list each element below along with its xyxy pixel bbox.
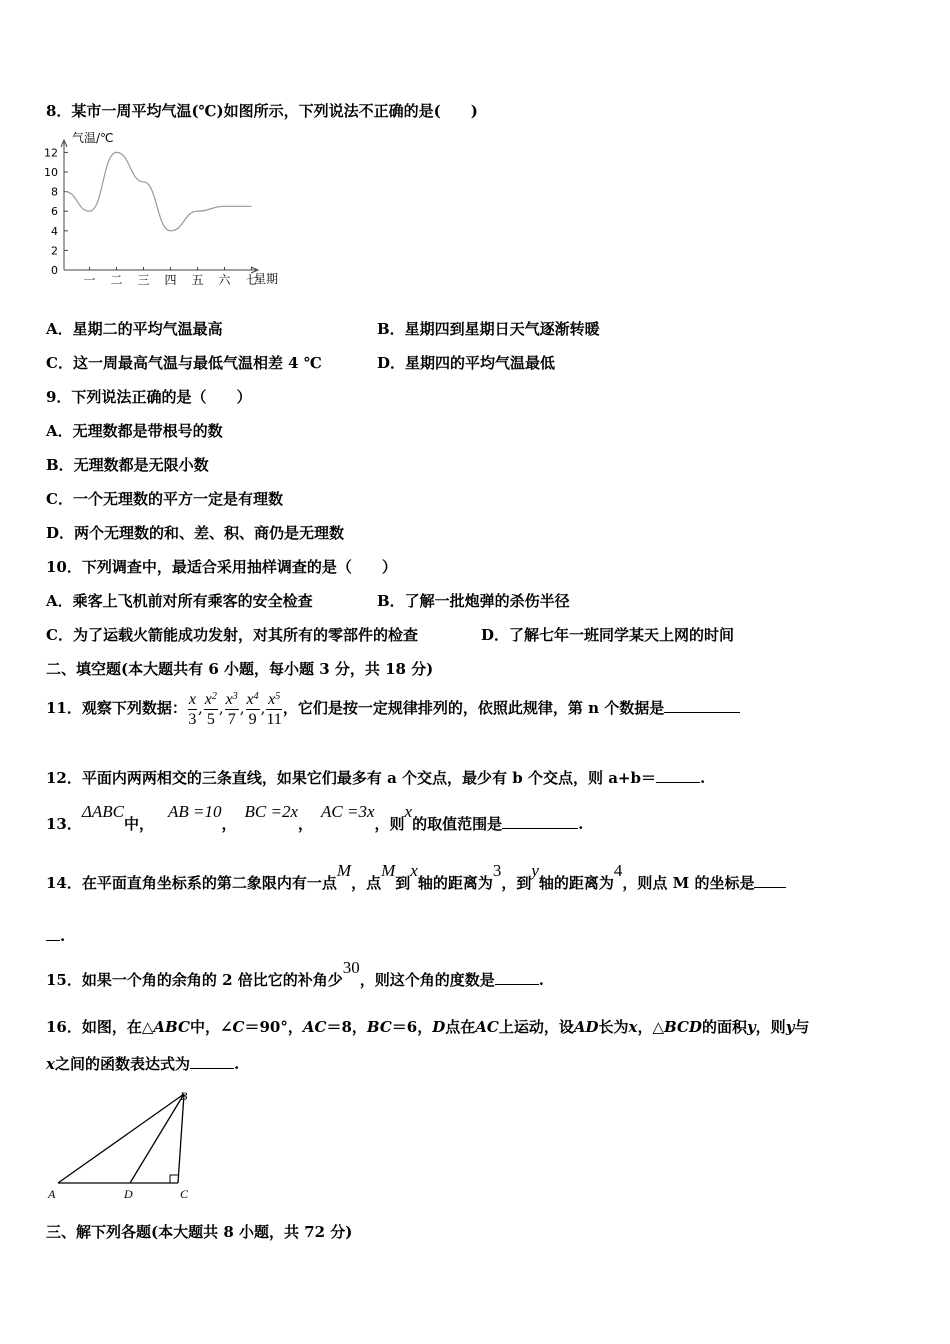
q11-numerator (225, 690, 239, 710)
q16-t11: ，则 (755, 1018, 786, 1036)
q9-option-a: A．无理数都是带根号的数 (46, 422, 223, 440)
chart-y-tick-label: 2 (51, 244, 58, 258)
q10-option-b: B．了解一批炮弹的杀伤半径 (377, 592, 570, 610)
q12-text: 12．平面内两两相交的三条直线，如果它们最多有 a 个交点，最少有 b 个交点，则 a+b＝ (46, 769, 656, 787)
q11-exponent: 4 (253, 690, 259, 702)
q11-denominator: 11 (266, 710, 282, 728)
q9-option-d: D．两个无理数的和、差、积、商仍是无理数 (46, 524, 345, 542)
q16-t3: ＝90°， (244, 1018, 303, 1036)
q13-ac: AC =3x (321, 802, 375, 821)
q11-fraction (246, 690, 260, 729)
q11-denominator: 5 (206, 710, 215, 728)
chart-ylabel: 气温/℃ (72, 131, 114, 145)
q16-bc: BC (366, 1018, 392, 1036)
q14-three: 3 (492, 861, 502, 880)
q15 (46, 958, 545, 990)
q11-numerator (246, 690, 260, 710)
q16-ac: AC (302, 1018, 327, 1036)
side-bc (178, 1094, 184, 1183)
q14-part3: 到 (395, 874, 411, 892)
q11-denominator: 7 (227, 710, 236, 728)
q14-part7: ，则点 M 的坐标是 (622, 874, 755, 892)
chart-x-category: 六 (218, 273, 231, 287)
q8-option-a: A．星期二的平均气温最高 (46, 320, 223, 338)
chart-xlabel: 星期 (254, 272, 279, 286)
temperature-series-line (65, 152, 252, 230)
q10-stem: 10．下列调查中，最适合采用抽样调查的是（ ） (46, 558, 397, 576)
q16-abc: ABC (153, 1018, 190, 1036)
q13-bc: BC =2x (244, 802, 298, 821)
q16-bcd: BCD (664, 1018, 702, 1036)
q13 (46, 802, 584, 834)
q16-line1 (46, 1017, 809, 1037)
q14-m1: M (336, 861, 352, 880)
chart-y-tick-label: 4 (51, 224, 58, 238)
q14-answer-blank-1[interactable] (754, 873, 786, 888)
q8-option-d: D．星期四的平均气温最低 (377, 354, 556, 372)
q11-numerator-base: x (188, 690, 196, 708)
q13-ze: ，则 (374, 815, 405, 833)
q13-sep1: ， (221, 815, 237, 833)
q14-end: . (60, 927, 66, 945)
q14-answer-blank-2[interactable] (46, 926, 60, 941)
q11-exponent: 3 (232, 690, 238, 702)
q11-numerator (204, 690, 218, 710)
q14-m2: M (381, 861, 396, 880)
q16-ac-2: AC (475, 1018, 499, 1036)
right-angle-mark (170, 1175, 178, 1183)
q13-num: 13． (46, 815, 82, 833)
q11-fraction (188, 690, 197, 729)
q11-numerator (266, 690, 281, 710)
q11-comma: , (239, 699, 245, 717)
q14-y: y (531, 861, 539, 880)
q14-four: 4 (613, 861, 623, 880)
q8-option-b: B．星期四到星期日天气逐渐转暖 (377, 320, 600, 338)
q14-x: x (410, 861, 418, 880)
q15-thirty: 30 (342, 958, 360, 977)
q11-numerator-base: x (225, 690, 233, 708)
q11-comma: , (197, 699, 203, 717)
q16-x: x (628, 1018, 638, 1036)
q11-answer-blank[interactable] (664, 698, 740, 713)
q14-part1: 14．在平面直角坐标系的第二象限内有一点 (46, 874, 337, 892)
q15-part2: ，则这个角的度数是 (359, 971, 495, 989)
chart-y-tick-label: 6 (51, 205, 58, 219)
q16-t13: 之间的函数表达式为 (54, 1055, 190, 1073)
q16-line2 (46, 1054, 239, 1074)
q11-comma: , (218, 699, 224, 717)
q14-part6: 轴的距离为 (538, 874, 614, 892)
q14-part4: 轴的距离为 (417, 874, 493, 892)
q9-stem: 9．下列说法正确的是（ ） (46, 388, 252, 406)
q15-answer-blank[interactable] (495, 970, 539, 985)
q16-t7: 上运动，设 (498, 1018, 574, 1036)
q16-c: C (232, 1018, 245, 1036)
q16-end: . (233, 1055, 240, 1073)
section3-heading: 三、解下列各题(本大题共 8 小题，共 72 分) (46, 1223, 353, 1241)
q13-triangle: ΔABC (81, 802, 124, 821)
q13-end: . (578, 815, 584, 833)
label-b: B (180, 1089, 188, 1103)
q15-part1: 15．如果一个角的余角的 2 倍比它的补角少 (46, 971, 343, 989)
chart-y-tick-label: 12 (44, 146, 58, 160)
q15-end: . (538, 971, 545, 989)
q11-denominator: 9 (248, 710, 257, 728)
q16-triangle-figure (44, 1086, 204, 1206)
q14-part2: ，点 (351, 874, 382, 892)
q16-d: D (432, 1018, 446, 1036)
q9-option-c: C．一个无理数的平方一定是有理数 (46, 490, 283, 508)
q16-t12: 与 (794, 1018, 810, 1036)
q11-fraction (266, 690, 281, 729)
side-ab (58, 1094, 184, 1183)
q16-t10: 的面积 (701, 1018, 747, 1036)
q11-suffix: ，它们是按一定规律排列的，依照此规律，第 n 个数据是 (282, 699, 665, 717)
chart-x-category: 三 (137, 273, 150, 287)
q16-y-2: y (785, 1018, 795, 1036)
q16-t5: ＝6， (391, 1018, 433, 1036)
q13-ab: AB =10 (167, 802, 222, 821)
q9-option-b: B．无理数都是无限小数 (46, 456, 209, 474)
chart-y-tick-label: 10 (44, 166, 58, 179)
q11-numerator (188, 690, 197, 710)
q16-x-2: x (46, 1055, 55, 1073)
q10-option-d: D．了解七年一班同学某天上网的时间 (481, 626, 735, 644)
chart-x-category: 四 (164, 273, 177, 287)
q13-var: x (404, 802, 413, 821)
section2-heading: 二、填空题(本大题共有 6 小题，每小题 3 分，共 18 分) (46, 660, 434, 678)
q16-t6: 点在 (445, 1018, 476, 1036)
q11-denominator: 3 (188, 710, 197, 728)
q16-t2: 中，∠ (189, 1018, 233, 1036)
q11-exponent: 5 (275, 690, 281, 702)
q14-line2 (46, 926, 65, 946)
q12 (46, 768, 705, 788)
q12-answer-blank[interactable] (656, 768, 700, 783)
q13-answer-blank[interactable] (502, 814, 578, 829)
q11-fraction (225, 690, 239, 729)
q16-ad: AD (573, 1018, 599, 1036)
q16-t4: ＝8， (326, 1018, 367, 1036)
q11-sequence (187, 690, 283, 728)
q13-zhong: 中， (123, 815, 154, 833)
q11-prefix: 11．观察下列数据： (46, 699, 187, 717)
q16-y: y (746, 1018, 756, 1036)
q14-part5: ，到 (501, 874, 532, 892)
label-c: C (180, 1187, 189, 1201)
q11-numerator-base: x (246, 690, 254, 708)
q10-option-a: A．乘客上飞机前对所有乘客的安全检查 (46, 592, 313, 610)
q11-fraction (204, 690, 218, 729)
q16-answer-blank[interactable] (190, 1054, 234, 1069)
q12-end: . (699, 769, 706, 787)
chart-y-tick-label: 8 (51, 185, 58, 199)
q10-option-c: C．为了运载火箭能成功发射，对其所有的零部件的检查 (46, 626, 418, 644)
chart-x-category: 五 (191, 273, 204, 287)
q11-exponent: 2 (211, 690, 217, 702)
q11 (46, 687, 740, 729)
q11-numerator-base: x (268, 690, 276, 708)
segment-bd (130, 1094, 184, 1183)
q13-tail: 的取值范围是 (412, 815, 503, 833)
label-a: A (48, 1187, 56, 1201)
q11-comma: , (260, 699, 266, 717)
q8-stem: 8．某市一周平均气温(℃)如图所示，下列说法不正确的是( ) (46, 102, 478, 120)
q14-line1 (46, 861, 786, 893)
chart-y-tick-label: 0 (51, 264, 58, 277)
chart-x-category: 二 (110, 273, 123, 287)
q13-sep2: ， (298, 815, 314, 833)
chart-x-category: 七 (245, 273, 258, 287)
q16-t8: 长为 (598, 1018, 629, 1036)
chart-x-category: 一 (83, 273, 96, 287)
q16-t1: 16．如图，在△ (46, 1018, 154, 1036)
label-d: D (124, 1187, 133, 1201)
q16-t9: ，△ (637, 1018, 665, 1036)
q8-temperature-chart (44, 130, 294, 290)
q8-option-c: C．这一周最高气温与最低气温相差 4 ℃ (46, 354, 322, 372)
q11-numerator-base: x (204, 690, 212, 708)
